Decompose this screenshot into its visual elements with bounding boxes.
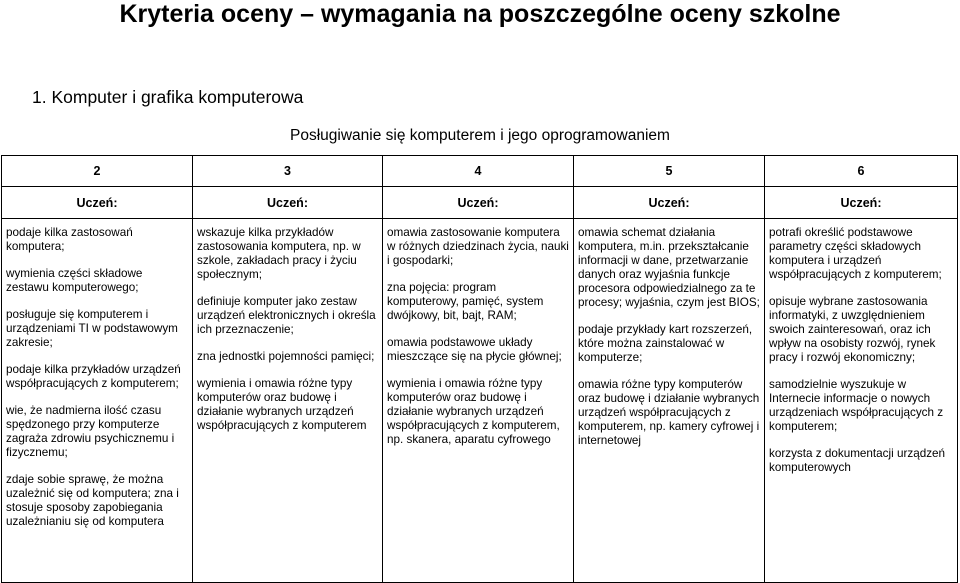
criterion: omawia różne typy komputerów oraz budowę i działanie wybranych urządzeń współpracujących z komputerem, np. kamery cyfrowej i internetowej <box>578 378 760 447</box>
student-label: Uczeń: <box>383 187 574 219</box>
student-label: Uczeń: <box>765 187 958 219</box>
criterion: posługuje się komputerem i urządzeniami TI w podstawowym zakresie; <box>6 308 178 349</box>
criterion: zna pojęcia: program komputerowy, pamięć, system dwójkowy, bit, bajt, RAM; <box>387 281 544 322</box>
criterion: wymienia i omawia różne typy komputerów oraz budowę i działanie wybranych urządzeń współpracujących z komputerem, np. skanera, aparatu cyfrowego <box>387 377 560 446</box>
grade-header: 2 <box>2 156 193 187</box>
grade-header: 6 <box>765 156 958 187</box>
grade-5-criteria <box>574 219 765 583</box>
criterion: podaje kilka zastosowań komputera; <box>6 226 133 253</box>
student-label: Uczeń: <box>193 187 383 219</box>
subtitle: Posługiwanie się komputerem i jego oprogramowaniem <box>290 127 670 144</box>
grades-row <box>2 156 958 187</box>
criterion: samodzielnie wyszukuje w Internecie informacje o nowych urządzeniach współpracujących z komputerem; <box>769 378 944 433</box>
grade-3-criteria <box>193 219 383 583</box>
grade-header: 5 <box>574 156 765 187</box>
grade-6-criteria <box>765 219 958 583</box>
grade-header: 3 <box>193 156 383 187</box>
criterion: zna jednostki pojemności pamięci; <box>197 350 375 363</box>
criterion: omawia schemat działania komputera, m.in. przekształcanie informacji w dane, przetwarzanie danych oraz wyjaśnia funkcje procesora odpowiedzialnego za te procesy; wyjaśnia, czym jest BIOS; <box>578 226 760 309</box>
criterion: omawia podstawowe układy mieszczące się na płycie głównej; <box>387 336 562 363</box>
criterion: korzysta z dokumentacji urządzeń komputerowych <box>769 447 946 474</box>
criterion: zdaje sobie sprawę, że można uzależnić się od komputera; zna i stosuje sposoby zapobiegania uzależnianiu się od komputera <box>6 473 179 528</box>
student-label: Uczeń: <box>574 187 765 219</box>
criteria-table <box>1 155 958 583</box>
grade-4-criteria <box>383 219 574 583</box>
grade-2-criteria <box>2 219 193 583</box>
grade-header: 4 <box>383 156 574 187</box>
criterion: podaje przykłady kart rozszerzeń, które można zainstalować w komputerze; <box>578 323 753 364</box>
criterion: wskazuje kilka przykładów zastosowania komputera, np. w szkole, zakładach pracy i życiu społecznym; <box>197 226 361 281</box>
criteria-row <box>2 219 958 583</box>
criterion: potrafi określić podstawowe parametry części składowych komputera i urządzeń współpracujących z komputerem; <box>769 226 942 281</box>
criterion: wymienia i omawia różne typy komputerów oraz budowę i działanie wybranych urządzeń współpracujących z komputerem <box>197 377 367 432</box>
student-label: Uczeń: <box>2 187 193 219</box>
student-label-row <box>2 187 958 219</box>
criterion: wie, że nadmierna ilość czasu spędzonego przy komputerze zagraża zdrowiu psychicznemu i fizycznemu; <box>6 404 175 459</box>
page-title: Kryteria oceny – wymagania na poszczególne oceny szkolne <box>119 0 841 28</box>
criterion: opisuje wybrane zastosowania informatyki, z uwzględnieniem swoich zainteresowań, oraz ich wpływ na osobisty rozwój, rynek pracy i rozwój ekonomiczny; <box>769 295 936 364</box>
criterion: wymienia części składowe zestawu komputerowego; <box>6 267 143 294</box>
criterion: omawia zastosowanie komputera w różnych dziedzinach życia, nauki i gospodarki; <box>387 226 569 267</box>
section-heading: 1. Komputer i grafika komputerowa <box>32 87 304 107</box>
criterion: definiuje komputer jako zestaw urządzeń elektronicznych i określa ich przeznaczenie; <box>197 295 376 336</box>
criterion: podaje kilka przykładów urządzeń współpracujących z komputerem; <box>6 363 181 390</box>
